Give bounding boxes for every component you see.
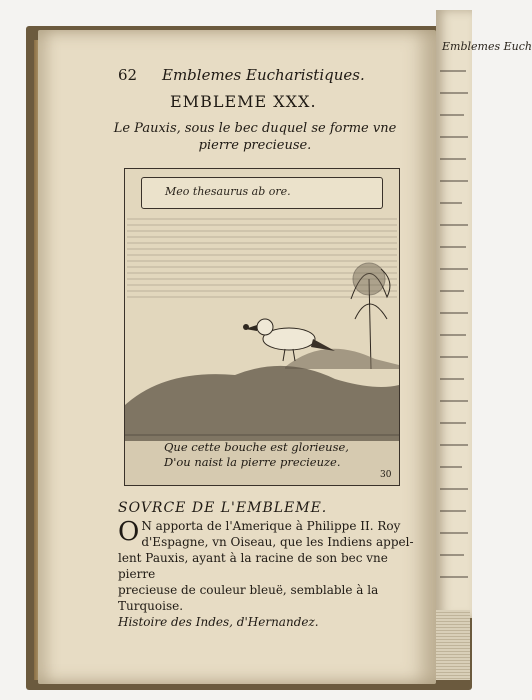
plate-number: 30: [380, 470, 392, 480]
right-text-line: [440, 224, 468, 226]
right-text-line: [440, 444, 468, 446]
right-text-line: [440, 114, 464, 116]
page-stack-right: [436, 610, 470, 680]
emblem-title: EMBLEME XXX.: [170, 92, 317, 111]
right-text-line: [440, 70, 466, 72]
page-number: 62: [118, 66, 138, 84]
right-text-line: [440, 290, 464, 292]
right-text-line: [440, 422, 466, 424]
right-text-line: [440, 136, 468, 138]
right-text-line: [440, 400, 468, 402]
right-text-line: [440, 268, 468, 270]
right-text-line: [440, 466, 462, 468]
source-heading: SOVRCE DE L'EMBLEME.: [118, 500, 328, 516]
drop-capital: O: [118, 517, 140, 547]
right-text-line: [440, 488, 468, 490]
caption-line-1: Que cette bouche est glorieuse,: [164, 440, 349, 454]
right-text-line: [440, 554, 464, 556]
right-text-line: [440, 576, 468, 578]
scroll-motto: Meo thesaurus ab ore.: [165, 185, 291, 198]
motto-line-1: Le Pauxis, sous le bec duquel se forme vne: [113, 121, 397, 136]
right-text-line: [440, 510, 466, 512]
right-text-line: [440, 334, 466, 336]
motto-line-2: pierre precieuse.: [198, 138, 312, 153]
body-line-1: N apporta de l'Amerique à Philippe II. Roy: [141, 519, 401, 533]
right-text-line: [440, 158, 466, 160]
right-text-line: [440, 202, 462, 204]
engraving-caption: [164, 440, 349, 470]
right-text-line: [440, 378, 464, 380]
right-text-line: [440, 356, 468, 358]
body-line-3: lent Pauxis, ayant à la racine de son bec vne pierre: [118, 551, 388, 581]
precious-stone-icon: [243, 324, 249, 330]
right-page: [436, 10, 532, 618]
right-text-line: [440, 180, 468, 182]
right-running-head: Emblemes Euch: [442, 40, 532, 53]
engraving-illustration: [125, 169, 399, 485]
source-reference: Histoire des Indes, d'Hernandez.: [118, 615, 319, 629]
running-head: Emblemes Eucharistiques.: [162, 66, 365, 84]
right-text-line: [440, 312, 468, 314]
right-text-line: [440, 92, 468, 94]
right-text-line: [440, 532, 468, 534]
body-line-2: d'Espagne, vn Oiseau, que les Indiens appel-: [141, 535, 414, 549]
body-line-4: precieuse de couleur bleuë, semblable à la Turquoise.: [118, 583, 379, 613]
source-paragraph: [118, 518, 418, 630]
emblem-motto: [110, 120, 400, 154]
caption-line-2: D'ou naist la pierre precieuze.: [164, 455, 341, 469]
engraving-plate: [124, 168, 400, 486]
distant-hills: [285, 349, 399, 369]
hill-mound: [125, 366, 399, 441]
right-text-line: [440, 246, 466, 248]
